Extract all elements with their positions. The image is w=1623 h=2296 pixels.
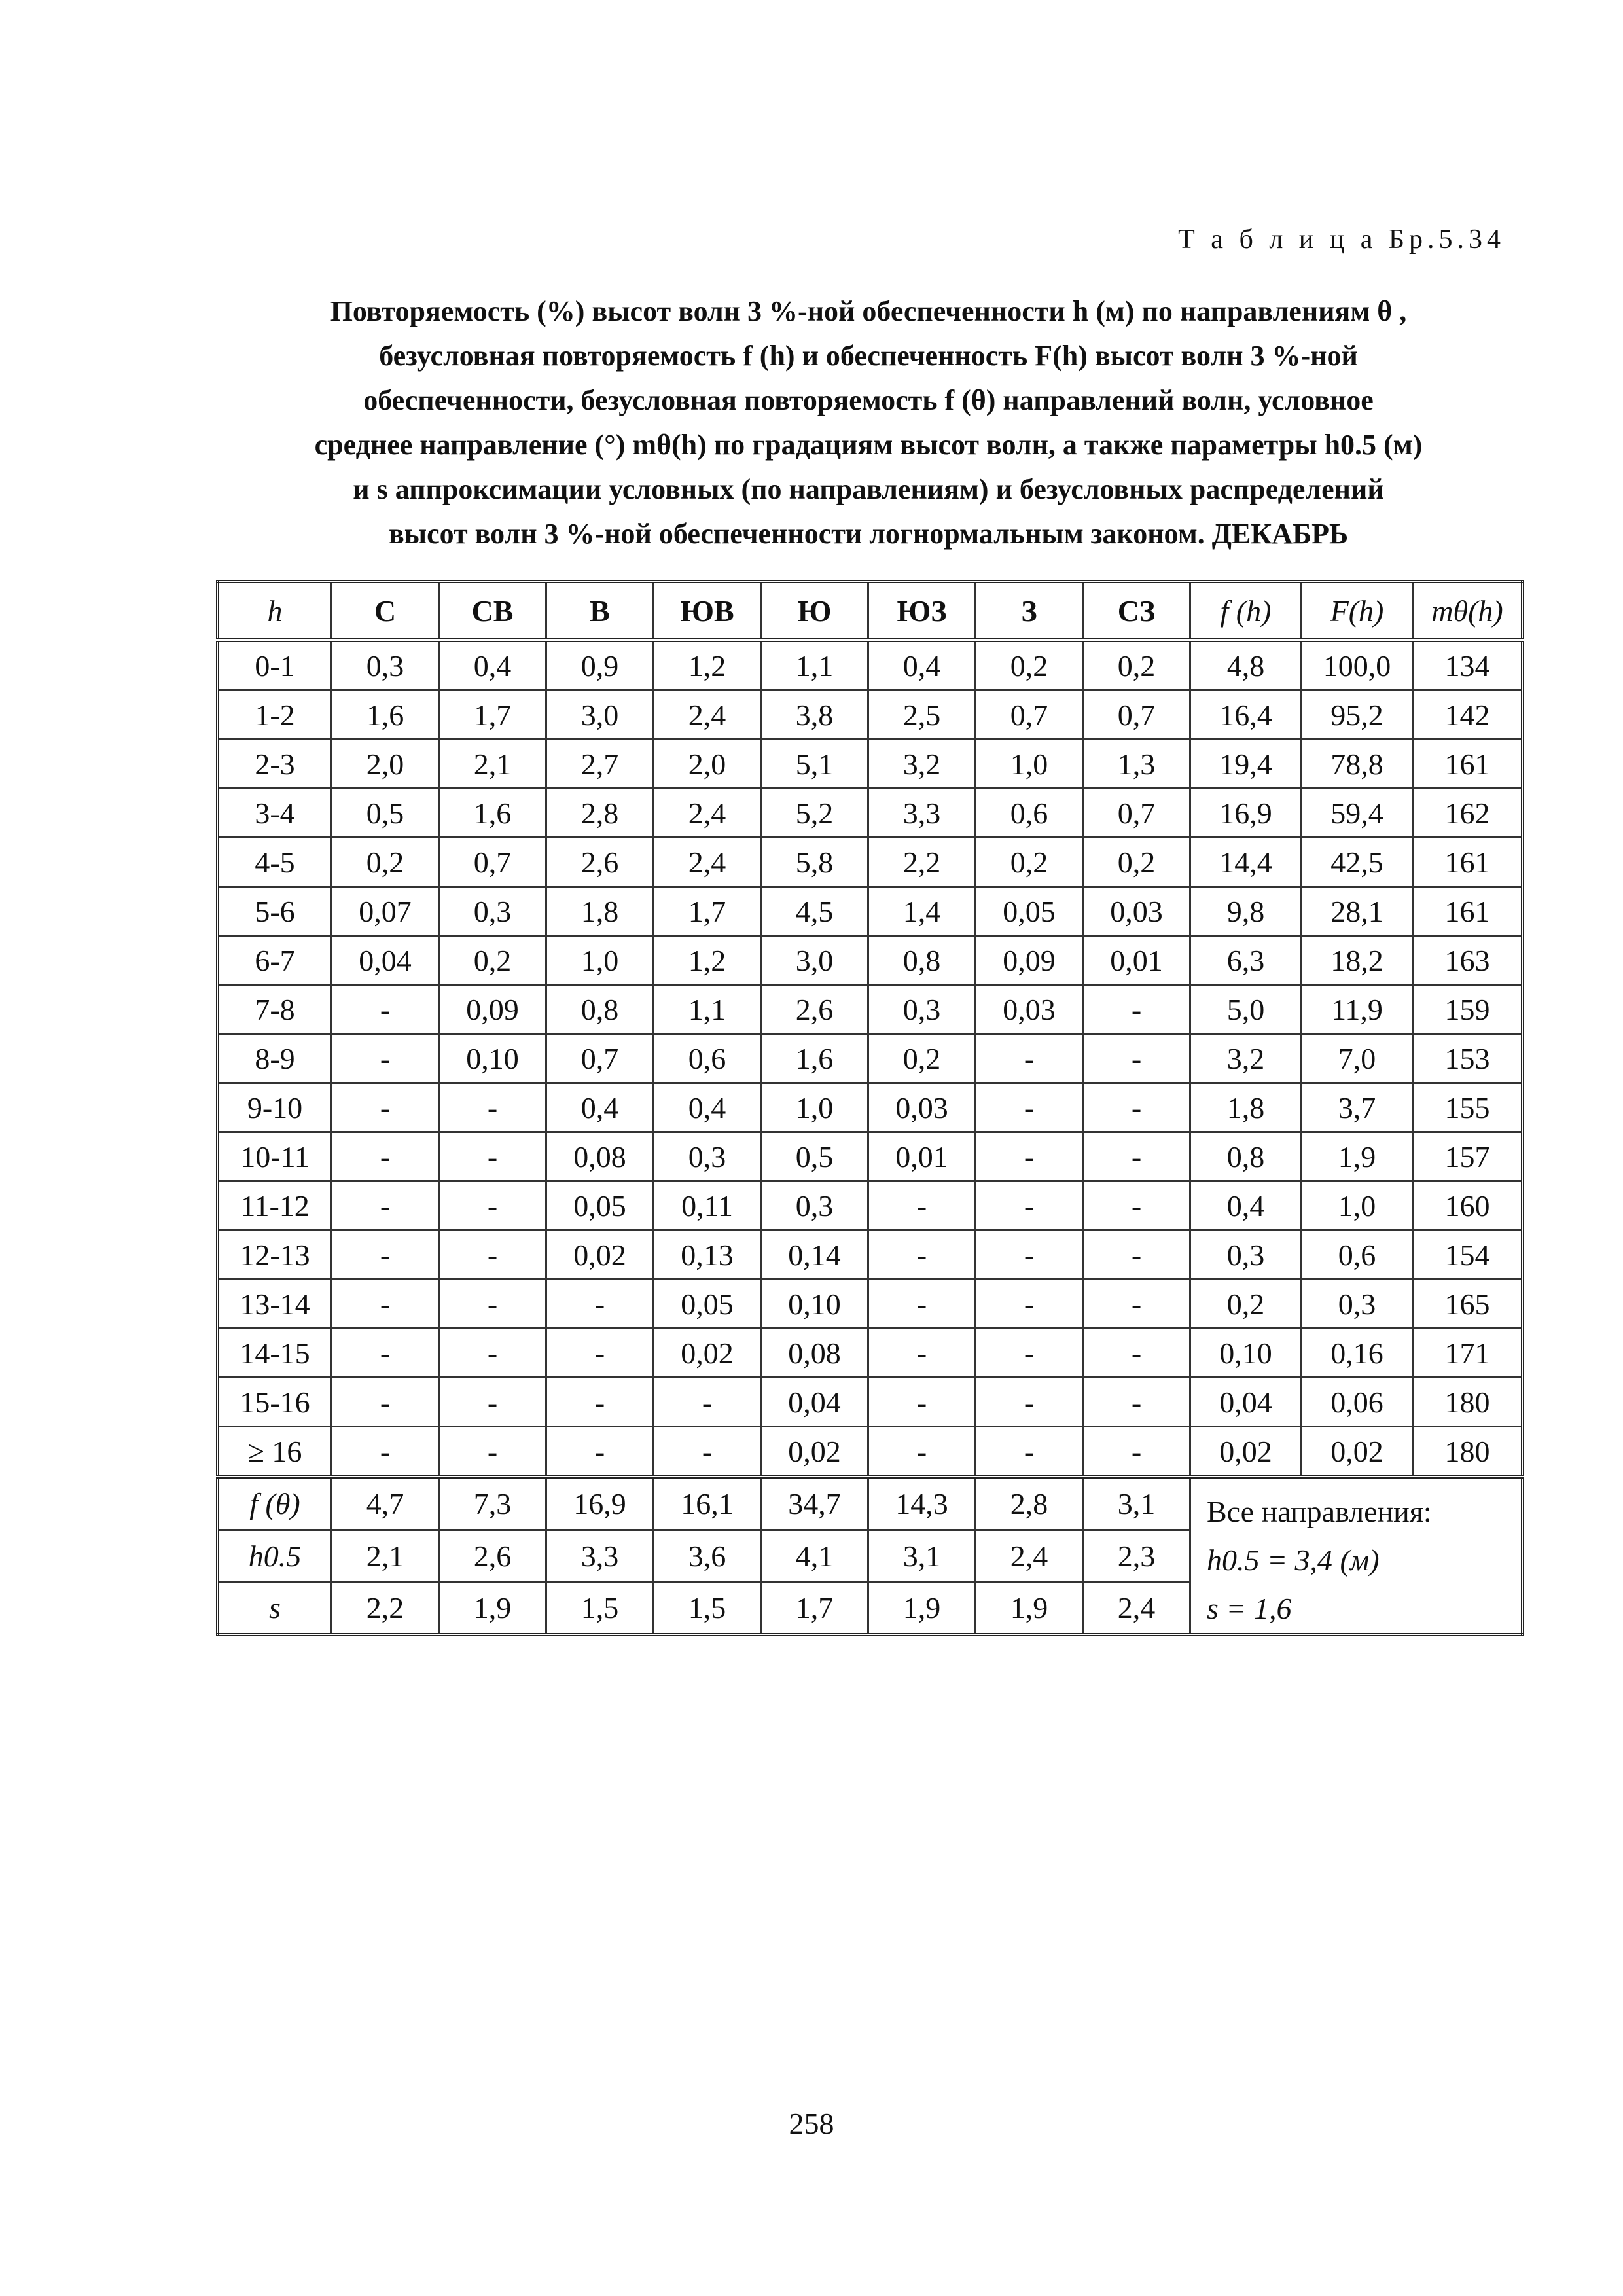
table-row	[218, 1280, 1523, 1329]
table-cell: 0,2	[976, 838, 1083, 887]
table-footer	[218, 1477, 1523, 1635]
table-row	[218, 789, 1523, 838]
table-cell: 154	[1413, 1230, 1523, 1280]
table-cell: -	[332, 1132, 439, 1181]
table-cell: 2,6	[439, 1530, 546, 1582]
table-cell: 0,02	[546, 1230, 654, 1280]
table-cell: -	[332, 985, 439, 1034]
table-cell: 19,4	[1190, 740, 1302, 789]
table-cell: 1,8	[1190, 1083, 1302, 1132]
table-cell: 2,4	[976, 1530, 1083, 1582]
table-cell: 9,8	[1190, 887, 1302, 936]
table-cell: 4,7	[332, 1477, 439, 1530]
table-cell: 0,7	[1083, 789, 1190, 838]
table-cell: -	[332, 1280, 439, 1329]
table-cell: 0,10	[1190, 1329, 1302, 1378]
table-cell: 0,3	[868, 985, 976, 1034]
table-cell: 1,9	[976, 1582, 1083, 1635]
header-dir-se: ЮВ	[654, 582, 761, 641]
header-f-h: f (h)	[1190, 582, 1302, 641]
table-cell: 0,16	[1302, 1329, 1413, 1378]
table-cell: 0,7	[546, 1034, 654, 1083]
table-cell: -	[1083, 1083, 1190, 1132]
height-range-cell: 6-7	[218, 936, 332, 985]
table-cell: 0,2	[976, 640, 1083, 691]
table-cell: 0,02	[761, 1427, 868, 1477]
table-cell: 2,6	[761, 985, 868, 1034]
table-cell: 3,6	[654, 1530, 761, 1582]
summary-title: Все направления:	[1207, 1495, 1432, 1528]
table-cell: 0,11	[654, 1181, 761, 1230]
table-cell: -	[1083, 1427, 1190, 1477]
table-cell: 0,2	[868, 1034, 976, 1083]
table-cell: 1,6	[332, 691, 439, 740]
table-cell: 3,3	[868, 789, 976, 838]
table-cell: -	[1083, 985, 1190, 1034]
table-cell: 0,8	[1190, 1132, 1302, 1181]
table-row	[218, 985, 1523, 1034]
table-cell: -	[654, 1427, 761, 1477]
table-cell: -	[332, 1427, 439, 1477]
header-row	[218, 582, 1523, 641]
caption-line: среднее направление (°) mθ(h) по градациям высот волн, а также параметры h0.5 (м)	[314, 429, 1423, 461]
table-cell: 0,5	[761, 1132, 868, 1181]
header-dir-e: В	[546, 582, 654, 641]
table-cell: -	[976, 1034, 1083, 1083]
height-range-cell: 5-6	[218, 887, 332, 936]
table-cell: 1,5	[654, 1582, 761, 1635]
table-caption	[216, 289, 1521, 556]
table-cell: 0,14	[761, 1230, 868, 1280]
table-cell: 28,1	[1302, 887, 1413, 936]
table-cell: -	[868, 1378, 976, 1427]
table-cell: 0,01	[1083, 936, 1190, 985]
table-cell: 5,2	[761, 789, 868, 838]
table-cell: 0,2	[1190, 1280, 1302, 1329]
table-cell: 0,6	[1302, 1230, 1413, 1280]
table-cell: 1,2	[654, 640, 761, 691]
table-cell: 0,3	[1302, 1280, 1413, 1329]
table-cell: 0,02	[654, 1329, 761, 1378]
table-cell: 0,03	[976, 985, 1083, 1034]
table-row	[218, 1329, 1523, 1378]
table-cell: 5,1	[761, 740, 868, 789]
table-cell: 4,5	[761, 887, 868, 936]
header-dir-s: Ю	[761, 582, 868, 641]
table-cell: 0,13	[654, 1230, 761, 1280]
table-cell: 1,4	[868, 887, 976, 936]
table-cell: 0,03	[1083, 887, 1190, 936]
table-cell: -	[976, 1181, 1083, 1230]
table-cell: 1,7	[654, 887, 761, 936]
table-row	[218, 1427, 1523, 1477]
header-F-h: F(h)	[1302, 582, 1413, 641]
table-row	[218, 1181, 1523, 1230]
table-cell: 3,8	[761, 691, 868, 740]
row-label: h0.5	[218, 1530, 332, 1582]
table-cell: 160	[1413, 1181, 1523, 1230]
table-cell: -	[1083, 1132, 1190, 1181]
header-m-theta-h: mθ(h)	[1413, 582, 1523, 641]
table-cell: -	[654, 1378, 761, 1427]
table-cell: 163	[1413, 936, 1523, 985]
table-cell: 0,09	[439, 985, 546, 1034]
table-cell: 0,5	[332, 789, 439, 838]
table-cell: 3,1	[868, 1530, 976, 1582]
caption-line: безусловная повторяемость f (h) и обеспеченность F(h) высот волн 3 %-ной	[379, 340, 1358, 372]
wave-height-table	[216, 580, 1524, 1636]
table-row	[218, 1034, 1523, 1083]
table-cell: 0,2	[439, 936, 546, 985]
table-cell: 2,3	[1083, 1530, 1190, 1582]
table-cell: 1,1	[761, 640, 868, 691]
table-body	[218, 640, 1523, 1477]
summary-s: s = 1,6	[1207, 1592, 1292, 1625]
table-cell: -	[546, 1427, 654, 1477]
table-cell: 7,0	[1302, 1034, 1413, 1083]
table-cell: 1,2	[654, 936, 761, 985]
table-row	[218, 640, 1523, 691]
caption-line: Повторяемость (%) высот волн 3 %-ной обеспеченности h (м) по направлениям θ ,	[330, 295, 1407, 327]
table-cell: 153	[1413, 1034, 1523, 1083]
summary-h05: h0.5 = 3,4 (м)	[1207, 1543, 1380, 1577]
table-cell: 0,05	[546, 1181, 654, 1230]
table-cell: -	[976, 1329, 1083, 1378]
table-cell: -	[976, 1280, 1083, 1329]
height-range-cell: 0-1	[218, 640, 332, 691]
table-row	[218, 1083, 1523, 1132]
table-cell: 155	[1413, 1083, 1523, 1132]
table-cell: 0,09	[976, 936, 1083, 985]
table-cell: 3,2	[868, 740, 976, 789]
table-cell: 4,1	[761, 1530, 868, 1582]
table-cell: 0,7	[1083, 691, 1190, 740]
table-cell: 0,6	[654, 1034, 761, 1083]
table-cell: -	[439, 1181, 546, 1230]
table-cell: -	[439, 1329, 546, 1378]
table-cell: 2,2	[332, 1582, 439, 1635]
table-cell: -	[439, 1083, 546, 1132]
table-label: Т а б л и ц а Бр.5.34	[1178, 224, 1505, 255]
table-cell: 0,03	[868, 1083, 976, 1132]
table-cell: 180	[1413, 1378, 1523, 1427]
table-cell: -	[976, 1132, 1083, 1181]
height-range-cell: 2-3	[218, 740, 332, 789]
caption-line: обеспеченности, безусловная повторяемость f (θ) направлений волн, условное	[363, 384, 1374, 416]
table-cell: -	[868, 1329, 976, 1378]
table-cell: -	[1083, 1230, 1190, 1280]
table-cell: -	[976, 1427, 1083, 1477]
table-cell: -	[439, 1280, 546, 1329]
header-h: h	[218, 582, 332, 641]
table-cell: 0,08	[546, 1132, 654, 1181]
table-cell: 165	[1413, 1280, 1523, 1329]
table-cell: 95,2	[1302, 691, 1413, 740]
table-cell: 161	[1413, 838, 1523, 887]
table-cell: 2,4	[654, 838, 761, 887]
table-cell: -	[1083, 1181, 1190, 1230]
table-cell: 0,04	[761, 1378, 868, 1427]
table-row	[218, 887, 1523, 936]
table-cell: 14,4	[1190, 838, 1302, 887]
table-cell: 100,0	[1302, 640, 1413, 691]
table-cell: -	[976, 1083, 1083, 1132]
table-cell: 2,5	[868, 691, 976, 740]
table-cell: 2,7	[546, 740, 654, 789]
table-cell: 0,4	[546, 1083, 654, 1132]
header-dir-sw: ЮЗ	[868, 582, 976, 641]
table-cell: 1,9	[1302, 1132, 1413, 1181]
table-cell: -	[332, 1181, 439, 1230]
table-cell: 0,9	[546, 640, 654, 691]
table-cell: 0,05	[654, 1280, 761, 1329]
height-range-cell: 3-4	[218, 789, 332, 838]
table-cell: 2,4	[654, 691, 761, 740]
table-cell: -	[1083, 1329, 1190, 1378]
table-cell: 1,9	[868, 1582, 976, 1635]
table-cell: 16,9	[1190, 789, 1302, 838]
table-cell: 0,3	[332, 640, 439, 691]
table-cell: 0,4	[654, 1083, 761, 1132]
table-cell: -	[332, 1230, 439, 1280]
height-range-cell: 12-13	[218, 1230, 332, 1280]
table-cell: 171	[1413, 1329, 1523, 1378]
table-cell: 0,04	[332, 936, 439, 985]
table-cell: 5,0	[1190, 985, 1302, 1034]
header-dir-w: З	[976, 582, 1083, 641]
table-cell: 11,9	[1302, 985, 1413, 1034]
height-range-cell: 4-5	[218, 838, 332, 887]
height-range-cell: 7-8	[218, 985, 332, 1034]
table-cell: 162	[1413, 789, 1523, 838]
table-cell: 18,2	[1302, 936, 1413, 985]
table-cell: -	[1083, 1378, 1190, 1427]
table-cell: 0,08	[761, 1329, 868, 1378]
table-cell: 16,9	[546, 1477, 654, 1530]
table-cell: 1,0	[761, 1083, 868, 1132]
table-cell: 4,8	[1190, 640, 1302, 691]
table-cell: -	[439, 1230, 546, 1280]
table-cell: 5,8	[761, 838, 868, 887]
table-row	[218, 1378, 1523, 1427]
table-cell: 2,2	[868, 838, 976, 887]
table-cell: 42,5	[1302, 838, 1413, 887]
page-number: 258	[789, 2107, 834, 2140]
table-cell: 3,2	[1190, 1034, 1302, 1083]
table-cell: -	[546, 1378, 654, 1427]
table-cell: 0,6	[976, 789, 1083, 838]
table-cell: 0,05	[976, 887, 1083, 936]
table-cell: 1,8	[546, 887, 654, 936]
table-cell: 16,1	[654, 1477, 761, 1530]
height-range-cell: 8-9	[218, 1034, 332, 1083]
table-cell: 157	[1413, 1132, 1523, 1181]
table-cell: 7,3	[439, 1477, 546, 1530]
caption-line: и s аппроксимации условных (по направлениям) и безусловных распределений	[353, 473, 1384, 505]
table-cell: 0,7	[976, 691, 1083, 740]
table-cell: 1,9	[439, 1582, 546, 1635]
table-cell: 3,1	[1083, 1477, 1190, 1530]
footer-row-f-theta	[218, 1477, 1523, 1530]
table-cell: -	[1083, 1280, 1190, 1329]
table-cell: 0,06	[1302, 1378, 1413, 1427]
table-cell: 0,4	[1190, 1181, 1302, 1230]
table-cell: 0,3	[654, 1132, 761, 1181]
caption-line: высот волн 3 %-ной обеспеченности логнормальным законом. ДЕКАБРЬ	[388, 518, 1349, 550]
table-cell: -	[439, 1427, 546, 1477]
table-cell: -	[546, 1329, 654, 1378]
table-cell: 2,6	[546, 838, 654, 887]
table-cell: -	[868, 1181, 976, 1230]
table-cell: 0,8	[546, 985, 654, 1034]
table-cell: -	[332, 1329, 439, 1378]
table-row	[218, 1132, 1523, 1181]
table-cell: 1,6	[439, 789, 546, 838]
table-row	[218, 1230, 1523, 1280]
table-row	[218, 936, 1523, 985]
table-cell: -	[439, 1378, 546, 1427]
table-cell: 1,0	[976, 740, 1083, 789]
table-cell: 1,5	[546, 1582, 654, 1635]
table-cell: 161	[1413, 740, 1523, 789]
table-cell: -	[976, 1230, 1083, 1280]
table-cell: 1,0	[546, 936, 654, 985]
table-cell: 3,3	[546, 1530, 654, 1582]
table-cell: 161	[1413, 887, 1523, 936]
table-cell: 3,0	[761, 936, 868, 985]
table-cell: 2,1	[332, 1530, 439, 1582]
table-cell: 0,02	[1302, 1427, 1413, 1477]
table-cell: 3,7	[1302, 1083, 1413, 1132]
header-dir-nw: СЗ	[1083, 582, 1190, 641]
table-cell: 180	[1413, 1427, 1523, 1477]
table-cell: 134	[1413, 640, 1523, 691]
table-cell: 3,0	[546, 691, 654, 740]
table-cell: -	[1083, 1034, 1190, 1083]
table-cell: -	[332, 1378, 439, 1427]
table-cell: 14,3	[868, 1477, 976, 1530]
table-row	[218, 740, 1523, 789]
height-range-cell: 1-2	[218, 691, 332, 740]
table-cell: 0,2	[332, 838, 439, 887]
table-cell: 0,04	[1190, 1378, 1302, 1427]
table-cell: 0,10	[761, 1280, 868, 1329]
all-directions-summary	[1190, 1477, 1523, 1635]
table-cell: 34,7	[761, 1477, 868, 1530]
table-cell: 2,8	[976, 1477, 1083, 1530]
table-cell: 2,0	[332, 740, 439, 789]
table-cell: 1,6	[761, 1034, 868, 1083]
table-cell: 0,3	[761, 1181, 868, 1230]
table-cell: 2,0	[654, 740, 761, 789]
height-range-cell: 15-16	[218, 1378, 332, 1427]
table-row	[218, 838, 1523, 887]
table-cell: 2,4	[1083, 1582, 1190, 1635]
table-cell: -	[868, 1280, 976, 1329]
table-cell: 6,3	[1190, 936, 1302, 985]
table-cell: 0,4	[439, 640, 546, 691]
table-cell: 0,7	[439, 838, 546, 887]
table-cell: 1,3	[1083, 740, 1190, 789]
table-cell: 16,4	[1190, 691, 1302, 740]
table-cell: 78,8	[1302, 740, 1413, 789]
height-range-cell: 10-11	[218, 1132, 332, 1181]
table-cell: 159	[1413, 985, 1523, 1034]
table-cell: 2,8	[546, 789, 654, 838]
row-label: s	[218, 1582, 332, 1635]
row-label: f (θ)	[218, 1477, 332, 1530]
table-cell: 0,01	[868, 1132, 976, 1181]
table-cell: 0,2	[1083, 640, 1190, 691]
table-cell: -	[439, 1132, 546, 1181]
table-cell: 0,8	[868, 936, 976, 985]
height-range-cell: 14-15	[218, 1329, 332, 1378]
header-dir-ne: СВ	[439, 582, 546, 641]
table-cell: -	[868, 1427, 976, 1477]
table-cell: 0,2	[1083, 838, 1190, 887]
table-cell: -	[332, 1034, 439, 1083]
table-cell: 2,4	[654, 789, 761, 838]
table-cell: 0,07	[332, 887, 439, 936]
table-cell: -	[976, 1378, 1083, 1427]
table-cell: -	[332, 1083, 439, 1132]
table-cell: -	[546, 1280, 654, 1329]
table-cell: 0,3	[439, 887, 546, 936]
table-cell: 1,1	[654, 985, 761, 1034]
table-cell: 0,02	[1190, 1427, 1302, 1477]
height-range-cell: 11-12	[218, 1181, 332, 1230]
height-range-cell: 13-14	[218, 1280, 332, 1329]
table-cell: 0,4	[868, 640, 976, 691]
table-cell: 59,4	[1302, 789, 1413, 838]
height-range-cell: ≥ 16	[218, 1427, 332, 1477]
table-cell: -	[868, 1230, 976, 1280]
table-cell: 1,0	[1302, 1181, 1413, 1230]
height-range-cell: 9-10	[218, 1083, 332, 1132]
table-cell: 142	[1413, 691, 1523, 740]
header-dir-n: С	[332, 582, 439, 641]
table-cell: 0,3	[1190, 1230, 1302, 1280]
table-cell: 0,10	[439, 1034, 546, 1083]
table-row	[218, 691, 1523, 740]
table-cell: 1,7	[761, 1582, 868, 1635]
table-cell: 1,7	[439, 691, 546, 740]
table-cell: 2,1	[439, 740, 546, 789]
